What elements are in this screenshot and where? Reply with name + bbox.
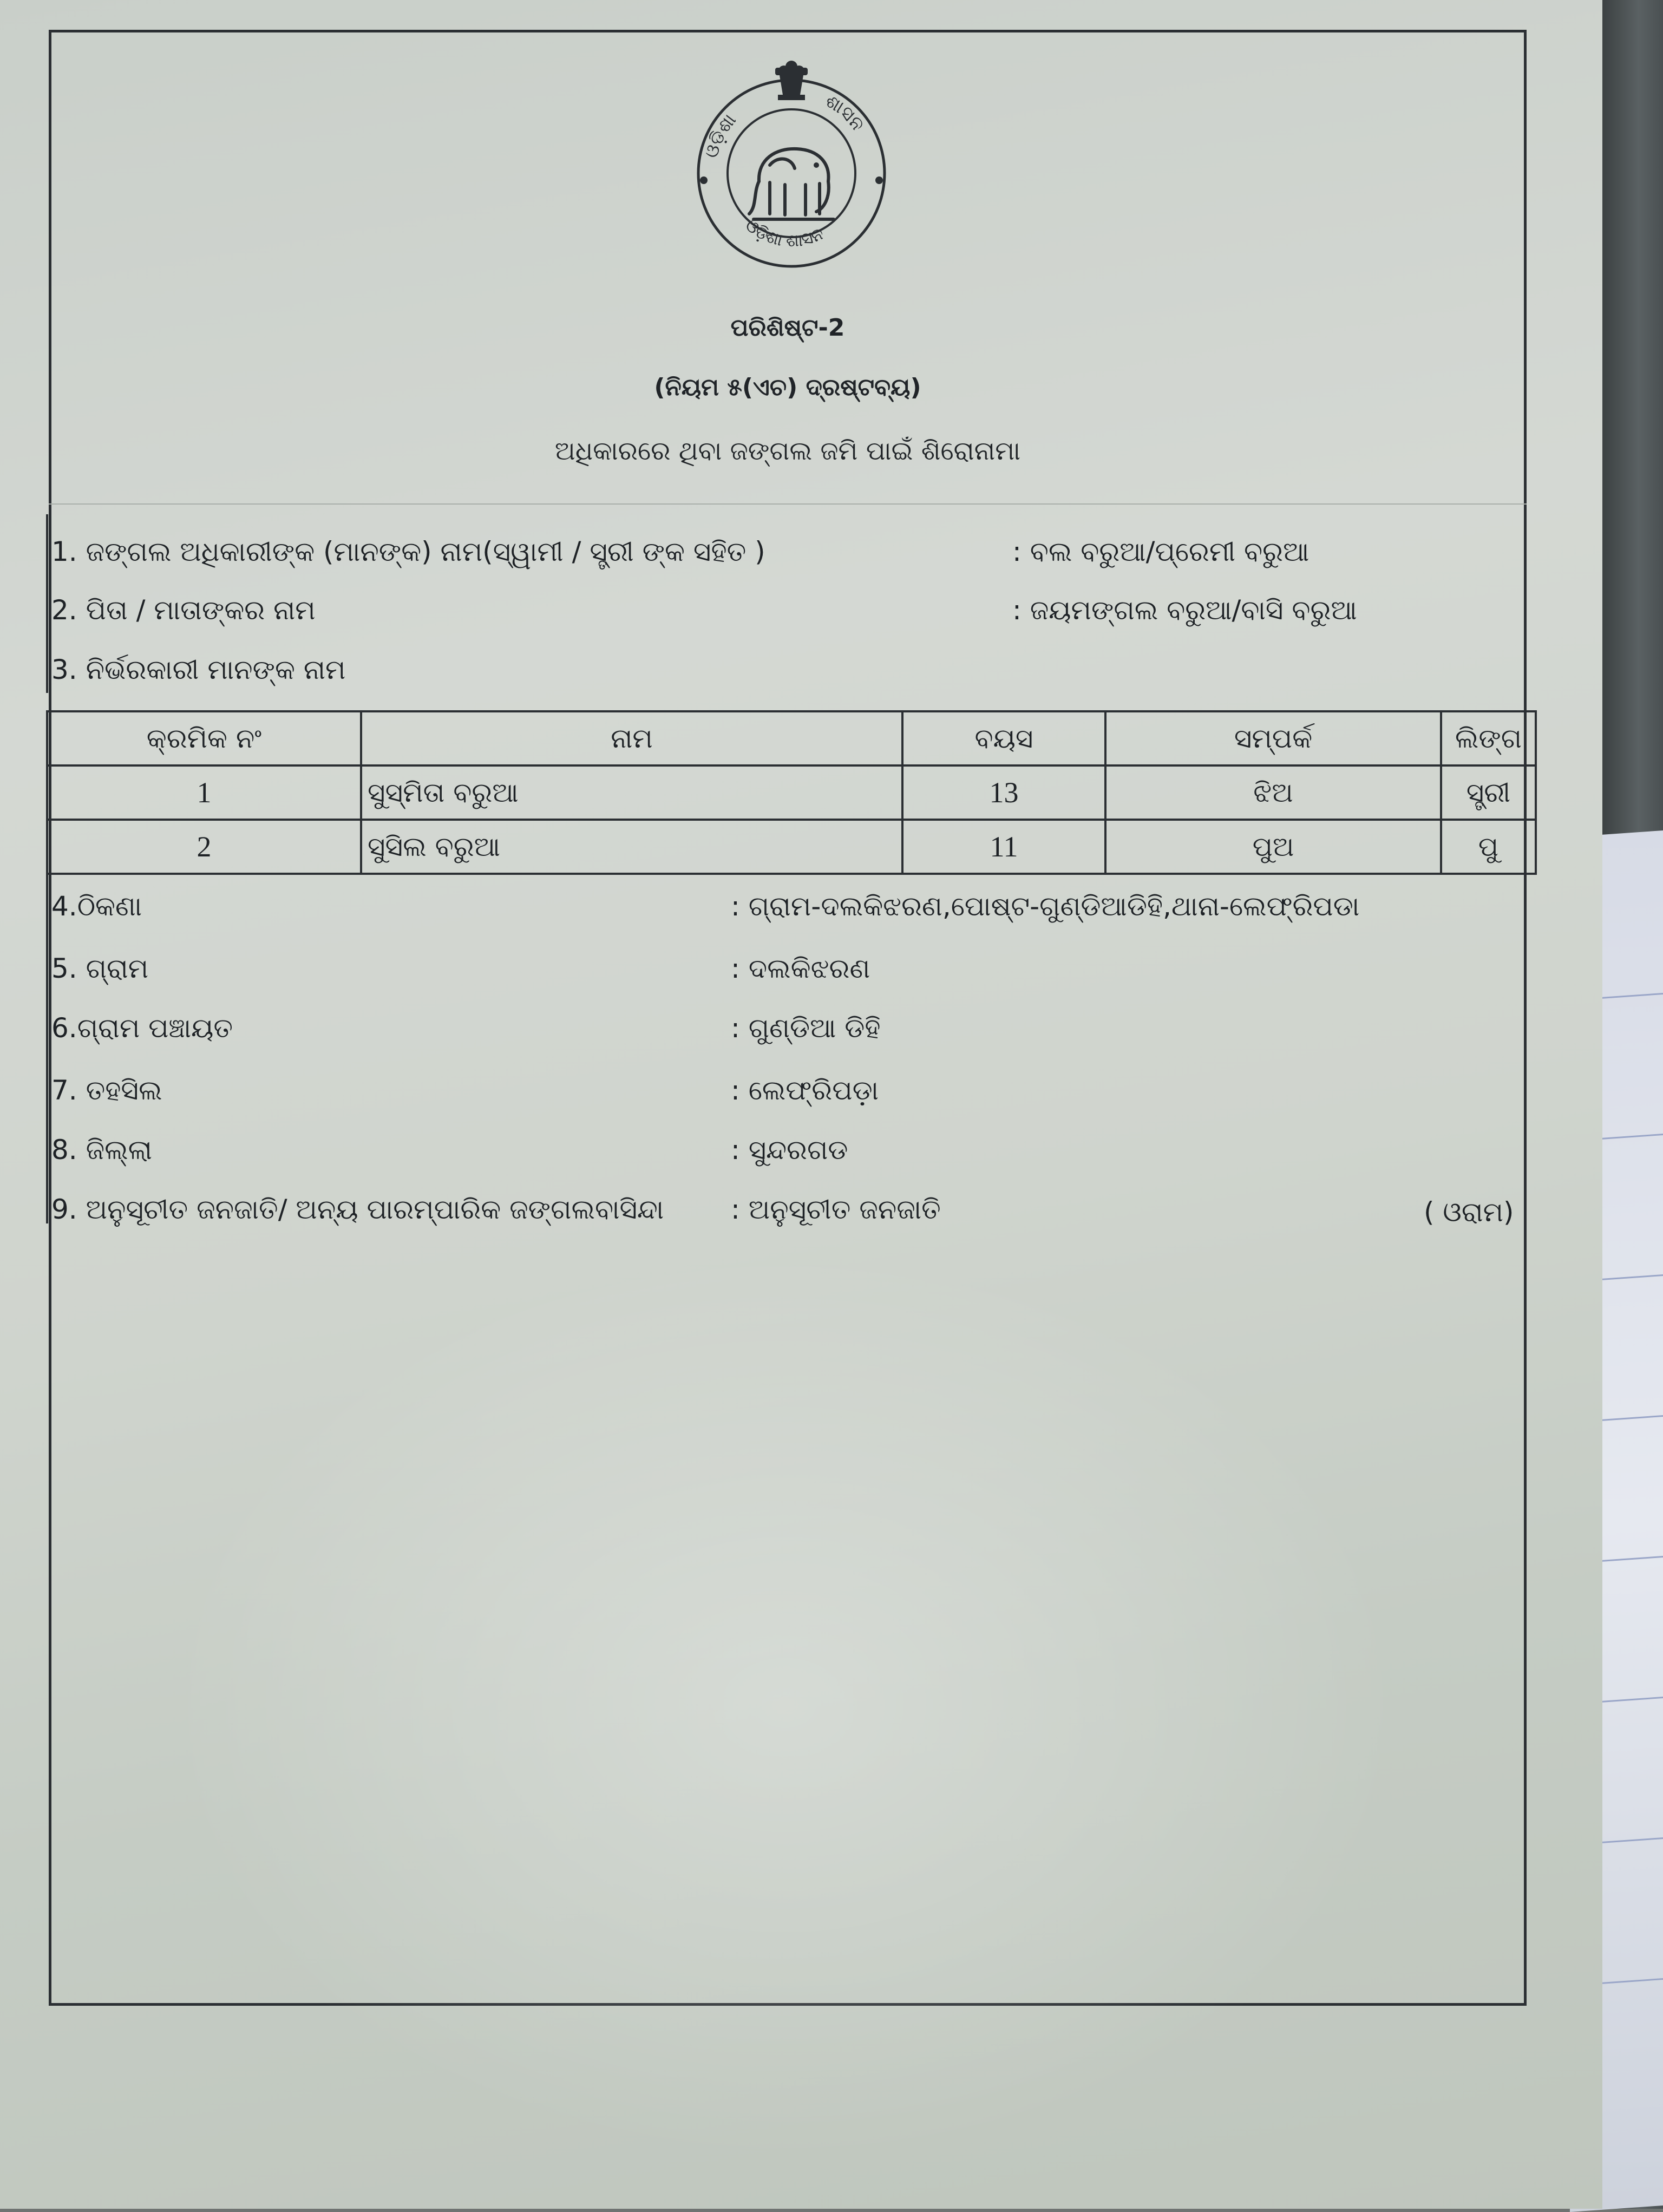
- tahsil-label: 7. ତହସିଲ: [51, 1075, 162, 1106]
- appendix-heading: ପରିଶିଷ୍ଟ-2: [730, 314, 845, 342]
- left-margin-line: [46, 514, 48, 693]
- column-header-serial: କ୍ରମିକ ନଂ: [47, 711, 361, 765]
- column-header-gender: ଲିଙ୍ଗ: [1441, 711, 1536, 765]
- gender-cell: ସ୍ତ୍ରୀ: [1441, 765, 1536, 820]
- dependents-table: [46, 710, 1537, 875]
- dependents-label: 3. ନିର୍ଭରକାରୀ ମାନଙ୍କ ନାମ: [51, 654, 346, 685]
- table-row: [47, 765, 1536, 820]
- parent-name-value: : ଜୟମଙ୍ଗଲ ବରୁଆ/ବାସି ବରୁଆ: [1012, 594, 1357, 626]
- holder-name-value: : ବଲ ବରୁଆ/ପ୍ରେମୀ ବରୁଆ: [1012, 536, 1310, 567]
- address-value: : ଗ୍ରାମ-ଦଲକିଝରଣ,ପୋଷ୍ଟ-ଗୁଣ୍ଡିଆଡିହି,ଥାନା-ଲେଫ୍ରିପଡା: [731, 891, 1360, 922]
- category-value: : ଅନୁସୂଚୀତ ଜନଜାତି: [731, 1194, 941, 1225]
- table-row: [47, 820, 1536, 874]
- name-cell: ସୁସ୍ମିତା ବରୁଆ: [361, 765, 902, 820]
- header-divider: [49, 503, 1527, 505]
- serial-cell: 1: [47, 765, 361, 820]
- emblem-text-bottom: ଓଡ଼ିଶା ଶାସନ: [741, 214, 827, 251]
- holder-name-label: 1. ଜଙ୍ଗଲ ଅଧିକାରୀଙ୍କ (ମାନଙ୍କ) ନାମ(ସ୍ୱାମୀ / ସ୍ତ୍ରୀ ଙ୍କ ସହିତ ): [51, 536, 765, 567]
- document-title: ଅଧିକାରରେ ଥିବା ଜଙ୍ଗଲ ଜମି ପାଇଁ ଶିରୋନାମା: [554, 436, 1021, 466]
- age-cell: 11: [902, 820, 1105, 874]
- table-header-row: [47, 711, 1536, 765]
- rule-reference: (ନିୟମ ୫(ଏଚ) ଦ୍ରଷ୍ଟବ୍ୟ): [654, 374, 921, 401]
- tribe-value: ( ଓରାମ): [1424, 1196, 1514, 1228]
- column-header-age: ବୟସ: [902, 711, 1105, 765]
- district-label: 8. ଜିଲ୍ଲା: [51, 1134, 153, 1166]
- village-label: 5. ଗ୍ରାମ: [51, 953, 149, 984]
- relation-cell: ପୁଅ: [1105, 820, 1441, 874]
- left-margin-line: [46, 872, 48, 1223]
- address-label: 4.ଠିକଣା: [51, 891, 142, 922]
- serial-cell: 2: [47, 820, 361, 874]
- emblem-text-top-right: ଶାସନ: [821, 90, 869, 135]
- category-label: 9. ଅନୁସୂଚୀତ ଜନଜାତି/ ଅନ୍ୟ ପାରମ୍ପାରିକ ଜଙ୍ଗଲବାସିନ୍ଦା: [51, 1194, 664, 1225]
- panchayat-value: : ଗୁଣ୍ଡିଆ ଡିହି: [731, 1012, 881, 1044]
- panchayat-label: 6.ଗ୍ରାମ ପଞ୍ଚାୟତ: [51, 1012, 233, 1044]
- relation-cell: ଝିଅ: [1105, 765, 1441, 820]
- column-header-relation: ସମ୍ପର୍କ: [1105, 711, 1441, 765]
- age-cell: 13: [902, 765, 1105, 820]
- village-value: : ଦଲକିଝରଣ: [731, 953, 870, 984]
- odisha-government-emblem: [689, 57, 894, 273]
- column-header-name: ନାମ: [361, 711, 902, 765]
- gender-cell: ପୁ: [1441, 820, 1536, 874]
- district-value: : ସୁନ୍ଦରଗଡ: [731, 1134, 848, 1166]
- emblem-text-top-left: ଓଡ଼ିଶା: [700, 109, 741, 161]
- parent-name-label: 2. ପିତା / ମାତାଙ୍କର ନାମ: [51, 594, 316, 626]
- tahsil-value: : ଲେଫ୍ରିପଡ଼ା: [731, 1075, 879, 1106]
- name-cell: ସୁସିଲ ବରୁଆ: [361, 820, 902, 874]
